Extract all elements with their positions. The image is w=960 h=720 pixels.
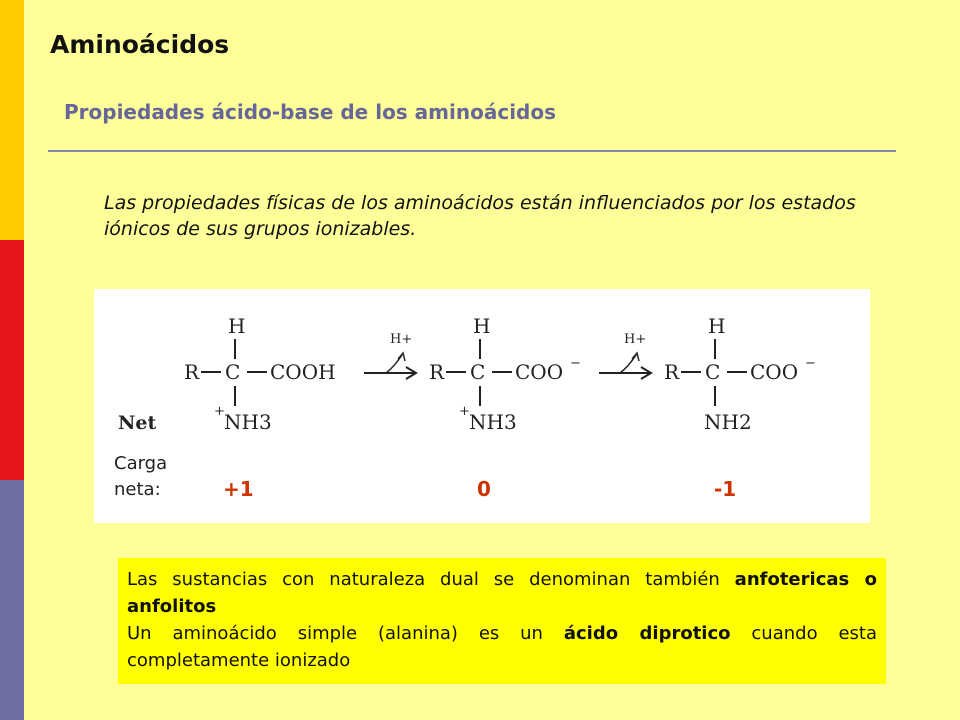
note-line-2-text-a: Un aminoácido simple (alanina) es un <box>127 623 564 644</box>
charge-label-line-2: neta: <box>114 479 161 500</box>
structure-3-center: C <box>705 360 721 384</box>
structure-3-right: COO <box>750 360 799 384</box>
proton-label-1: H+ <box>390 332 413 347</box>
structure-1-left: R <box>184 360 200 384</box>
structure-cationic <box>184 314 336 434</box>
accent-bar-yellow <box>0 0 24 240</box>
structure-3-top: H <box>708 314 726 338</box>
note-line-1-bold: anfotericas o anfolitos <box>127 569 877 617</box>
net-label: Net <box>118 412 157 434</box>
structure-1-right: COOH <box>270 360 336 384</box>
charge-label <box>114 451 194 503</box>
structure-2-bottom-charge: + <box>459 404 470 419</box>
deprotonation-arrow-1 <box>364 332 416 379</box>
note-line-1-text: Las sustancias con naturaleza dual se denominan también <box>127 569 735 590</box>
structure-2-top: H <box>473 314 491 338</box>
charge-value-zwitterion: 0 <box>477 477 491 501</box>
ionization-diagram <box>94 289 870 523</box>
structure-3-right-charge: − <box>805 356 816 371</box>
structure-1-bottom-charge: + <box>214 404 225 419</box>
structure-1-center: C <box>225 360 241 384</box>
structure-3-bottom: NH2 <box>704 410 752 434</box>
structure-anionic <box>664 314 816 434</box>
page-title: Aminoácidos <box>50 30 230 59</box>
note-line-2-bold: ácido diprotico <box>563 623 731 644</box>
note-box <box>118 558 886 684</box>
structure-2-bottom: NH3 <box>469 410 517 434</box>
charge-value-anionic: -1 <box>714 477 737 501</box>
accent-bar-red <box>0 240 24 480</box>
structure-1-bottom: NH3 <box>224 410 272 434</box>
page-subtitle: Propiedades ácido-base de los aminoácidos <box>64 100 557 124</box>
note-paragraph-2 <box>127 620 877 674</box>
proton-label-2: H+ <box>624 332 647 347</box>
structure-zwitterion <box>429 314 581 434</box>
note-paragraph-1 <box>127 566 877 620</box>
title-divider <box>48 150 896 152</box>
structure-2-right: COO <box>515 360 564 384</box>
deprotonation-arrow-2 <box>599 332 651 379</box>
structure-1-top: H <box>228 314 246 338</box>
structure-2-right-charge: − <box>570 356 581 371</box>
structure-2-left: R <box>429 360 445 384</box>
intro-paragraph: Las propiedades físicas de los aminoácidos están influenciados por los estados iónicos de sus grupos ionizables. <box>104 192 856 240</box>
accent-bar-purple <box>0 480 24 720</box>
note-line-2-text-b: cuando esta completamente ionizado <box>127 623 877 671</box>
structure-2-center: C <box>470 360 486 384</box>
structure-3-left: R <box>664 360 680 384</box>
charge-label-line-1: Carga <box>114 453 168 474</box>
charge-value-cationic: +1 <box>223 477 254 501</box>
